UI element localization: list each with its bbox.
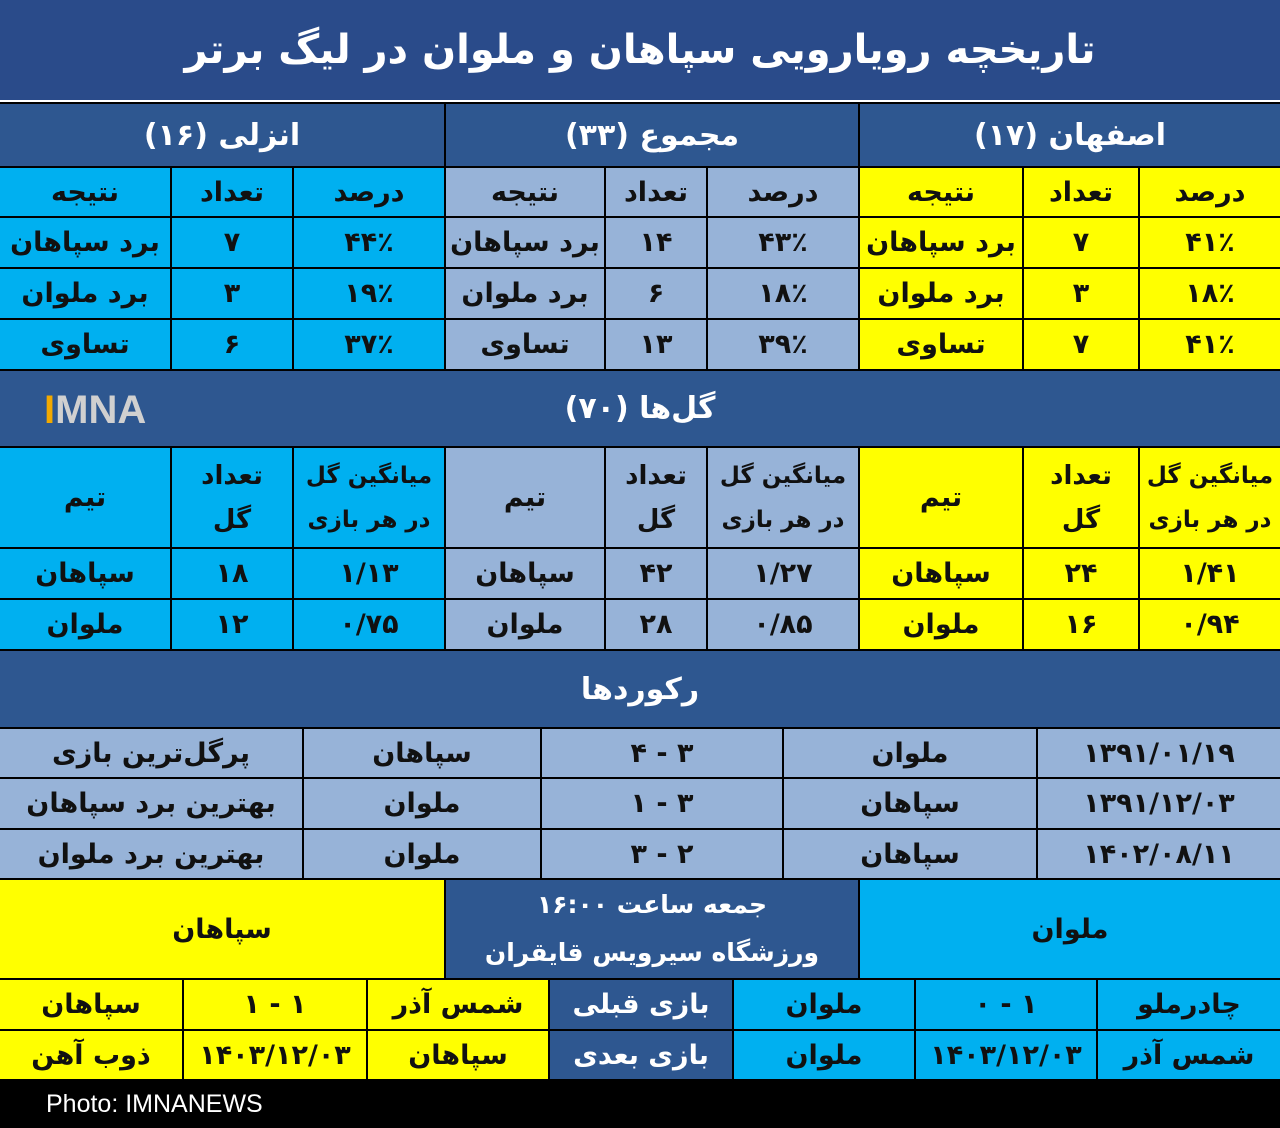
record-label: بهترین برد ملوان bbox=[0, 830, 302, 878]
header-goals: تعداد گل bbox=[172, 448, 292, 547]
malavan-prev-team: ملوان bbox=[734, 980, 914, 1029]
record-away: ملوان bbox=[304, 779, 540, 828]
header-result: نتیجه bbox=[0, 168, 170, 216]
count-cell: ۶ bbox=[172, 320, 292, 369]
avg-cell: ۱/۴۱ bbox=[1140, 549, 1280, 598]
match-away-team: سپاهان bbox=[0, 880, 444, 978]
count-cell: ۷ bbox=[1024, 218, 1138, 267]
count-cell: ۳ bbox=[1024, 269, 1138, 318]
team-cell: سپاهان bbox=[860, 549, 1022, 598]
group-header-total: مجموع (۳۳) bbox=[446, 104, 858, 166]
sepahan-prev-team: سپاهان bbox=[0, 980, 182, 1029]
header-avg: میانگین گل در هر بازی bbox=[708, 448, 858, 547]
avg-cell: ۱/۲۷ bbox=[708, 549, 858, 598]
team-cell: ملوان bbox=[446, 600, 604, 649]
avg-cell: ۱/۱۳ bbox=[294, 549, 444, 598]
sepahan-next-date: ۱۴۰۳/۱۲/۰۳ bbox=[184, 1031, 366, 1079]
sepahan-next-opponent: سپاهان bbox=[368, 1031, 548, 1079]
malavan-prev-opponent: چادرملو bbox=[1098, 980, 1280, 1029]
record-away: سپاهان bbox=[304, 729, 540, 777]
record-date: ۱۳۹۱/۱۲/۰۳ bbox=[1038, 779, 1280, 828]
header-goals: تعداد گل bbox=[1024, 448, 1138, 547]
sepahan-prev-score: ۱ - ۱ bbox=[184, 980, 366, 1029]
header-count: تعداد bbox=[1024, 168, 1138, 216]
avg-cell: ۰/۸۵ bbox=[708, 600, 858, 649]
percent-cell: ۴۳٪ bbox=[708, 218, 858, 267]
match-venue: ورزشگاه سیرویس قایقران bbox=[484, 938, 820, 967]
team-cell: سپاهان bbox=[0, 549, 170, 598]
malavan-prev-score: ۱ - ۰ bbox=[916, 980, 1096, 1029]
result-cell: برد ملوان bbox=[0, 269, 170, 318]
goals-cell: ۴۲ bbox=[606, 549, 706, 598]
header-avg: میانگین گل در هر بازی bbox=[1140, 448, 1280, 547]
percent-cell: ۴۱٪ bbox=[1140, 320, 1280, 369]
header-percent: درصد bbox=[294, 168, 444, 216]
percent-cell: ۳۷٪ bbox=[294, 320, 444, 369]
record-date: ۱۴۰۲/۰۸/۱۱ bbox=[1038, 830, 1280, 878]
sepahan-next-team: ذوب آهن bbox=[0, 1031, 182, 1079]
result-cell: برد ملوان bbox=[446, 269, 604, 318]
percent-cell: ۱۸٪ bbox=[1140, 269, 1280, 318]
malavan-next-team: ملوان bbox=[734, 1031, 914, 1079]
malavan-next-opponent: شمس آذر bbox=[1098, 1031, 1280, 1079]
percent-cell: ۱۸٪ bbox=[708, 269, 858, 318]
header-avg: میانگین گل در هر بازی bbox=[294, 448, 444, 547]
goals-title: گل‌ها (۷۰) bbox=[0, 371, 1280, 446]
result-cell: تساوی bbox=[446, 320, 604, 369]
header-result: نتیجه bbox=[446, 168, 604, 216]
count-cell: ۱۴ bbox=[606, 218, 706, 267]
malavan-next-date: ۱۴۰۳/۱۲/۰۳ bbox=[916, 1031, 1096, 1079]
header-goals: تعداد گل bbox=[606, 448, 706, 547]
imna-logo: IMNA bbox=[44, 388, 147, 432]
avg-cell: ۰/۹۴ bbox=[1140, 600, 1280, 649]
count-cell: ۶ bbox=[606, 269, 706, 318]
result-cell: برد سپاهان bbox=[0, 218, 170, 267]
count-cell: ۳ bbox=[172, 269, 292, 318]
next-match-label: بازی بعدی bbox=[550, 1031, 732, 1079]
header-percent: درصد bbox=[708, 168, 858, 216]
match-home-team: ملوان bbox=[860, 880, 1280, 978]
result-cell: برد سپاهان bbox=[860, 218, 1022, 267]
avg-cell: ۰/۷۵ bbox=[294, 600, 444, 649]
goals-cell: ۱۶ bbox=[1024, 600, 1138, 649]
goals-cell: ۱۸ bbox=[172, 549, 292, 598]
result-cell: برد سپاهان bbox=[446, 218, 604, 267]
count-cell: ۷ bbox=[172, 218, 292, 267]
photo-credit: Photo: IMNANEWS bbox=[46, 1090, 263, 1118]
match-time: جمعه ساعت ۱۶:۰۰ bbox=[536, 890, 768, 919]
record-score: ۲ - ۳ bbox=[542, 830, 782, 878]
percent-cell: ۴۴٪ bbox=[294, 218, 444, 267]
team-cell: سپاهان bbox=[446, 549, 604, 598]
record-home: سپاهان bbox=[784, 779, 1036, 828]
record-label: بهترین برد سپاهان bbox=[0, 779, 302, 828]
header-result: نتیجه bbox=[860, 168, 1022, 216]
count-cell: ۷ bbox=[1024, 320, 1138, 369]
header-team: تیم bbox=[446, 448, 604, 547]
team-cell: ملوان bbox=[860, 600, 1022, 649]
record-label: پرگل‌ترین بازی bbox=[0, 729, 302, 777]
records-title: رکوردها bbox=[0, 651, 1280, 727]
header-team: تیم bbox=[0, 448, 170, 547]
page-title: تاریخچه رویارویی سپاهان و ملوان در لیگ برتر bbox=[0, 0, 1280, 102]
header-percent: درصد bbox=[1140, 168, 1280, 216]
record-date: ۱۳۹۱/۰۱/۱۹ bbox=[1038, 729, 1280, 777]
previous-match-label: بازی قبلی bbox=[550, 980, 732, 1029]
result-cell: برد ملوان bbox=[860, 269, 1022, 318]
goals-cell: ۲۸ bbox=[606, 600, 706, 649]
record-home: سپاهان bbox=[784, 830, 1036, 878]
record-home: ملوان bbox=[784, 729, 1036, 777]
group-header-isfahan: اصفهان (۱۷) bbox=[860, 104, 1280, 166]
goals-cell: ۱۲ bbox=[172, 600, 292, 649]
header-count: تعداد bbox=[606, 168, 706, 216]
count-cell: ۱۳ bbox=[606, 320, 706, 369]
result-cell: تساوی bbox=[860, 320, 1022, 369]
header-team: تیم bbox=[860, 448, 1022, 547]
result-cell: تساوی bbox=[0, 320, 170, 369]
goals-cell: ۲۴ bbox=[1024, 549, 1138, 598]
sepahan-prev-opponent: شمس آذر bbox=[368, 980, 548, 1029]
percent-cell: ۴۱٪ bbox=[1140, 218, 1280, 267]
header-count: تعداد bbox=[172, 168, 292, 216]
team-cell: ملوان bbox=[0, 600, 170, 649]
percent-cell: ۳۹٪ bbox=[708, 320, 858, 369]
record-away: ملوان bbox=[304, 830, 540, 878]
record-score: ۳ - ۱ bbox=[542, 779, 782, 828]
percent-cell: ۱۹٪ bbox=[294, 269, 444, 318]
match-info bbox=[446, 880, 858, 978]
group-header-anzali: انزلی (۱۶) bbox=[0, 104, 444, 166]
record-score: ۳ - ۴ bbox=[542, 729, 782, 777]
